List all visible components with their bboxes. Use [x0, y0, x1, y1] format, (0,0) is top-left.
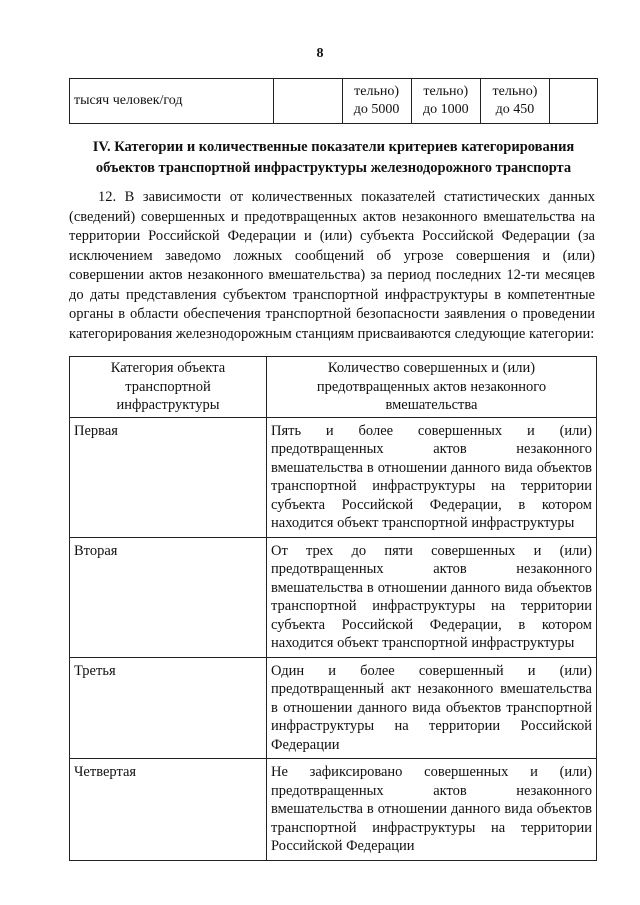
category-description: Пять и более совершенных и (или) предотвращенных актов незаконного вмешательства в отношении данного вида объектов транспортной инфраструктуры на территории субъекта Российской Федерации, в котором находится объект транспортной инфраструктуры [267, 417, 597, 537]
header-category: Категория объекта транспортной инфраструктуры [70, 357, 267, 418]
value-cell-line: до 450 [495, 102, 535, 117]
category-description: Не зафиксировано совершенных и (или) предотвращенных актов незаконного вмешательства в отношении данного вида объектов транспортной инфраструктуры на территории Российской Федерации [267, 759, 597, 861]
section-heading [69, 137, 598, 179]
category-name: Первая [70, 417, 267, 537]
category-name: Третья [70, 657, 267, 759]
page-number: 8 [316, 46, 324, 61]
section-heading-line: объектов транспортной инфраструктуры железнодорожного транспорта [95, 160, 572, 176]
value-cell-3 [480, 79, 549, 124]
category-name: Четвертая [70, 759, 267, 861]
table-row [70, 759, 597, 861]
value-cell-line: тельно) [423, 84, 469, 99]
category-table [69, 356, 597, 861]
value-cell-line: до 5000 [353, 102, 400, 117]
value-cell-1 [342, 79, 411, 124]
section-heading-line: IV. Категории и количественные показатели критериев категорирования [92, 139, 575, 155]
table-row [70, 537, 597, 657]
category-description: Один и более совершенный и (или) предотвращенный акт незаконного вмешательства в отношении данного вида объектов транспортной инфраструктуры на территории Российской Федерации [267, 657, 597, 759]
header-count: Количество совершенных и (или) предотвращенных актов незаконного вмешательства [267, 357, 597, 418]
empty-cell [550, 79, 598, 124]
table-row [70, 79, 598, 124]
paragraph-12: 12. В зависимости от количественных показателей статистических данных (сведений) совершенных и предотвращенных актов незаконного вмешательства на территории Российской Федерации и (или) субъекта Российской Федерации (за исключением заведомо ложных сообщений об угрозе совершения и (или) совершении актов незаконного вмешательства) за период последних 12-ти месяцев до даты представления субъектом транспортной инфраструктуры в компетентные органы в области обеспечения транспортной безопасности заявления о проведении категорирования железнодорожным станциям присваиваются следующие категории: [69, 189, 595, 342]
value-cell-line: до 1000 [422, 102, 469, 117]
category-name: Вторая [70, 537, 267, 657]
table-header-row [70, 357, 597, 418]
table-row [70, 417, 597, 537]
value-cell-line: тельно) [354, 84, 400, 99]
category-description: От трех до пяти совершенных и (или) предотвращенных актов незаконного вмешательства в отношении данного вида объектов транспортной инфраструктуры на территории субъекта Российской Федерации, в котором находится объект транспортной инфраструктуры [267, 537, 597, 657]
top-table-fragment [69, 78, 598, 124]
value-cell-line: тельно) [492, 84, 538, 99]
row-label: тысяч человек/год [70, 79, 274, 124]
table-row [70, 657, 597, 759]
empty-cell [274, 79, 342, 124]
value-cell-2 [411, 79, 480, 124]
